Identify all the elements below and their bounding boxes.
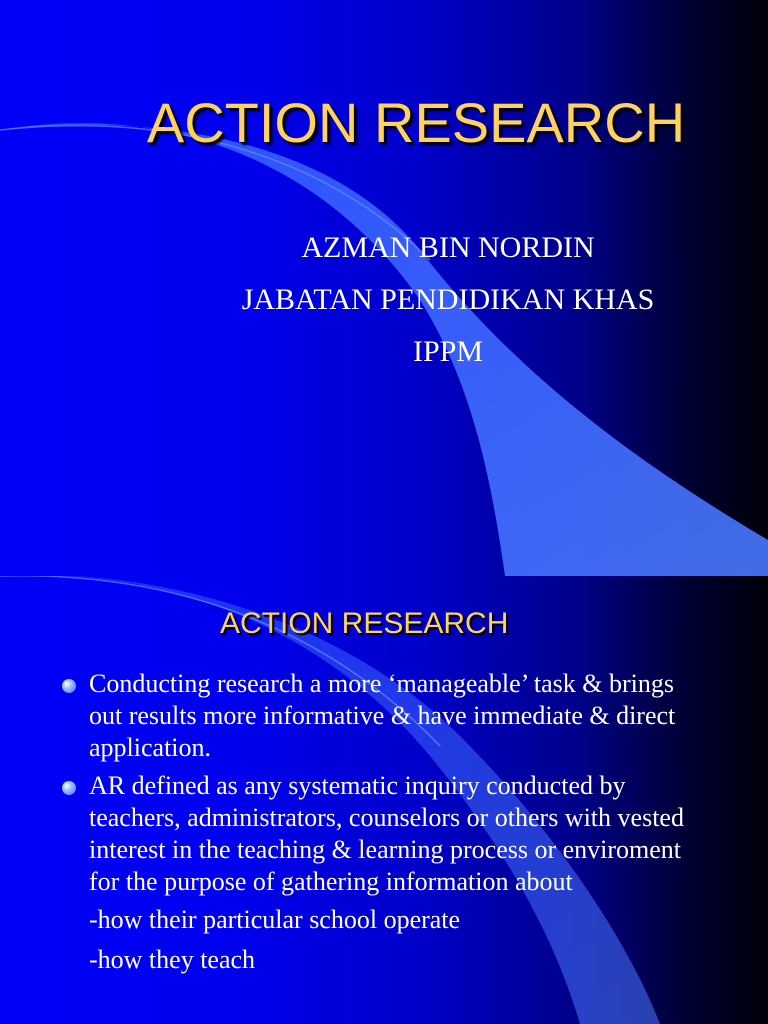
slide-2 xyxy=(0,576,768,1024)
department-name: JABATAN PENDIDIKAN KHAS xyxy=(241,283,655,316)
bullet-item: Conducting research a more ‘manageable’ task & brings out results more informative & have immediate & direct application. xyxy=(60,668,710,764)
slide-1-title: ACTION RESEARCH xyxy=(146,91,686,154)
sub-line: -how their particular school operate xyxy=(89,905,461,934)
author-name: AZMAN BIN NORDIN xyxy=(301,231,595,264)
bullet-item: AR defined as any systematic inquiry conducted by teachers, administrators, counselors or others with vested interest in the teaching & learning process or enviroment for the purpose of gathering information about xyxy=(60,770,710,898)
author-block xyxy=(64,222,768,378)
bullet-list xyxy=(60,668,710,984)
institution-name: IPPM xyxy=(412,335,484,368)
slide-2-title: ACTION RESEARCH xyxy=(220,607,509,640)
sub-line: -how they teach xyxy=(89,945,256,974)
